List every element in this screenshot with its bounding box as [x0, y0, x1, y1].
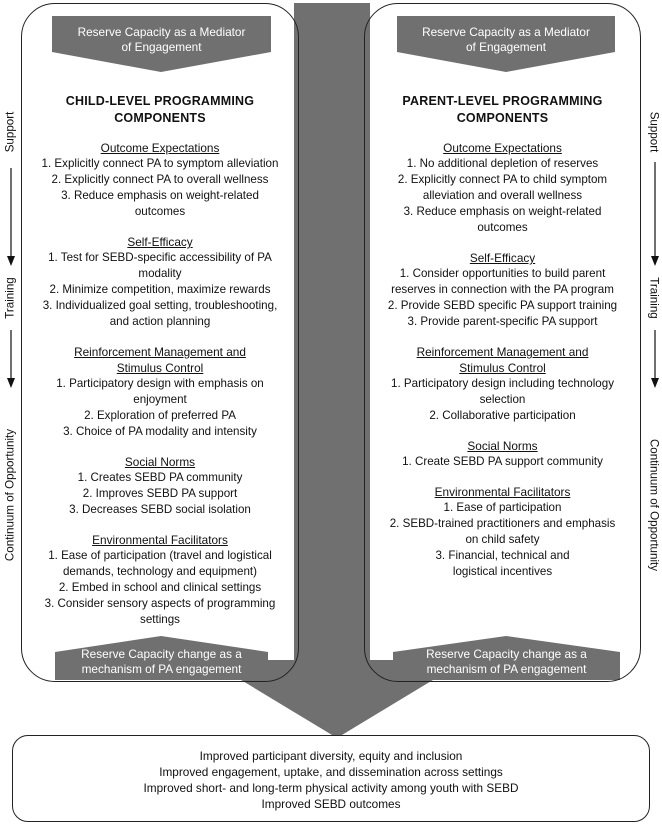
- section-title: [364, 250, 641, 266]
- top-left-banner: [52, 25, 271, 55]
- banner-line: Reserve Capacity as a Mediator: [422, 25, 590, 39]
- section-title-line: Social Norms: [124, 455, 196, 469]
- section-title: [21, 344, 299, 376]
- section-title-line: Self-Efficacy: [127, 235, 193, 249]
- heading-line: COMPONENTS: [456, 111, 549, 125]
- right-label-support: Support: [647, 111, 661, 153]
- section-item: modality: [138, 267, 182, 280]
- section: [21, 140, 299, 220]
- section-title-line: Outcome Expectations: [443, 141, 562, 155]
- section-item: outcomes: [134, 205, 186, 218]
- banner-line: Reserve Capacity as a Mediator: [77, 25, 246, 39]
- section-item: 3. Provide parent-specific PA support: [407, 315, 598, 328]
- section-item: on child safety: [465, 533, 540, 546]
- outcome-item: Improved SEBD outcomes: [261, 797, 401, 811]
- section-title-line: Reinforcement Management and: [416, 345, 589, 359]
- section-item: 1. Ease of participation (travel and logistical: [48, 549, 272, 562]
- outcome-item: Improved participant diversity, equity and inclusion: [199, 749, 463, 763]
- section: [364, 344, 641, 424]
- section-item: 1. Participatory design with emphasis on: [56, 377, 264, 390]
- section: [21, 234, 299, 330]
- section-item: 2. Exploration of preferred PA: [84, 409, 236, 422]
- outcomes-list: [13, 748, 649, 812]
- section-title-line: Stimulus Control: [116, 361, 204, 375]
- section-item: enjoyment: [133, 393, 187, 406]
- right-label-continuum: Continuum of Opportunity: [647, 438, 661, 572]
- section: [21, 454, 299, 518]
- section-item: 2. SEBD-trained practitioners and emphasis: [389, 517, 616, 530]
- section-title-line: Social Norms: [467, 439, 538, 453]
- banner-line: of Engagement: [465, 40, 546, 54]
- section-item: 1. Test for SEBD-specific accessibility of PA: [48, 251, 272, 264]
- left-label-continuum: Continuum of Opportunity: [3, 428, 17, 562]
- heading-line: PARENT-LEVEL PROGRAMMING: [402, 94, 603, 108]
- banner-line: Reserve Capacity change as a: [81, 647, 242, 661]
- right-side-arrows: [651, 162, 659, 388]
- left-label-support: Support: [3, 111, 17, 153]
- section-item: 2. Explicitly connect PA to child symptom: [397, 173, 608, 186]
- section-title: [21, 140, 299, 156]
- outcome-item: Improved engagement, uptake, and dissemination across settings: [159, 765, 503, 779]
- section-item: 1. Consider opportunities to build parent: [399, 267, 606, 280]
- section: [21, 344, 299, 440]
- section-title: [364, 438, 641, 454]
- section-title: [21, 234, 299, 250]
- section-item: settings: [140, 613, 180, 626]
- section-item: selection: [479, 393, 526, 406]
- left-label-training: Training: [3, 277, 17, 319]
- section-item: 2. Improves SEBD PA support: [82, 487, 238, 500]
- section: [21, 532, 299, 628]
- child-sections: [21, 140, 299, 642]
- section-item: 1. Participatory design including technology: [391, 377, 614, 390]
- section-title: [364, 484, 641, 500]
- section-item: 2. Embed in school and clinical settings: [58, 581, 262, 594]
- section-title-line: Reinforcement Management and: [74, 345, 246, 359]
- section-item: 3. Financial, technical and: [435, 549, 570, 562]
- heading-line: CHILD-LEVEL PROGRAMMING: [65, 94, 255, 108]
- parent-panel-heading: [364, 93, 641, 127]
- banner-line: Reserve Capacity change as a: [426, 647, 587, 661]
- section-item: logistical incentives: [452, 565, 553, 578]
- parent-sections: [364, 140, 641, 594]
- section: [364, 438, 641, 470]
- section-item: reserves in connection with the PA program: [391, 283, 614, 296]
- bottom-right-banner: [393, 647, 620, 677]
- section-item: 3. Reduce emphasis on weight-related: [61, 189, 259, 202]
- section-item: demands, technology and equipment): [62, 565, 257, 578]
- section-item: 1. Creates SEBD PA community: [77, 471, 243, 484]
- child-panel-heading: [21, 93, 299, 127]
- section-item: 3. Decreases SEBD social isolation: [69, 503, 251, 516]
- outcome-item: Improved short- and long-term physical activity among youth with SEBD: [143, 781, 519, 795]
- banner-line: of Engagement: [121, 40, 202, 54]
- section-item: outcomes: [477, 221, 528, 234]
- section-title: [364, 344, 641, 376]
- section-title: [364, 140, 641, 156]
- section-item: 2. Collaborative participation: [429, 409, 576, 422]
- section-item: 3. Reduce emphasis on weight-related: [403, 205, 602, 218]
- section-item: 2. Minimize competition, maximize rewards: [49, 283, 271, 296]
- section-title-line: Environmental Facilitators: [434, 485, 571, 499]
- section-item: 3. Individualized goal setting, troubleshooting,: [42, 299, 278, 312]
- section: [364, 140, 641, 236]
- section-item: 2. Provide SEBD specific PA support training: [387, 299, 618, 312]
- top-right-banner: [397, 25, 615, 55]
- section-title: [21, 454, 299, 470]
- right-label-training: Training: [647, 277, 661, 319]
- section-item: 3. Choice of PA modality and intensity: [63, 425, 257, 438]
- section-title-line: Environmental Facilitators: [92, 533, 228, 547]
- outcomes-box: [12, 735, 650, 822]
- bottom-left-banner: [55, 647, 268, 677]
- section-title-line: Stimulus Control: [459, 361, 546, 375]
- section-item: 1. Create SEBD PA support community: [402, 455, 603, 468]
- section-item: 1. No additional depletion of reserves: [406, 157, 599, 170]
- section-item: 3. Consider sensory aspects of programming: [44, 597, 276, 610]
- section-item: 1. Ease of participation: [443, 501, 562, 514]
- banner-line: mechanism of PA engagement: [426, 662, 587, 676]
- section-item: alleviation and overall wellness: [422, 189, 583, 202]
- section: [364, 250, 641, 330]
- section-title: [21, 532, 299, 548]
- section-item: 2. Explicitly connect PA to overall wellness: [51, 173, 269, 186]
- section-title-line: Self-Efficacy: [469, 251, 536, 265]
- banner-line: mechanism of PA engagement: [81, 662, 242, 676]
- section-title-line: Outcome Expectations: [100, 141, 220, 155]
- section-item: 1. Explicitly connect PA to symptom alleviation: [41, 157, 279, 170]
- heading-line: COMPONENTS: [114, 111, 206, 125]
- section-item: and action planning: [109, 315, 211, 328]
- section: [364, 484, 641, 580]
